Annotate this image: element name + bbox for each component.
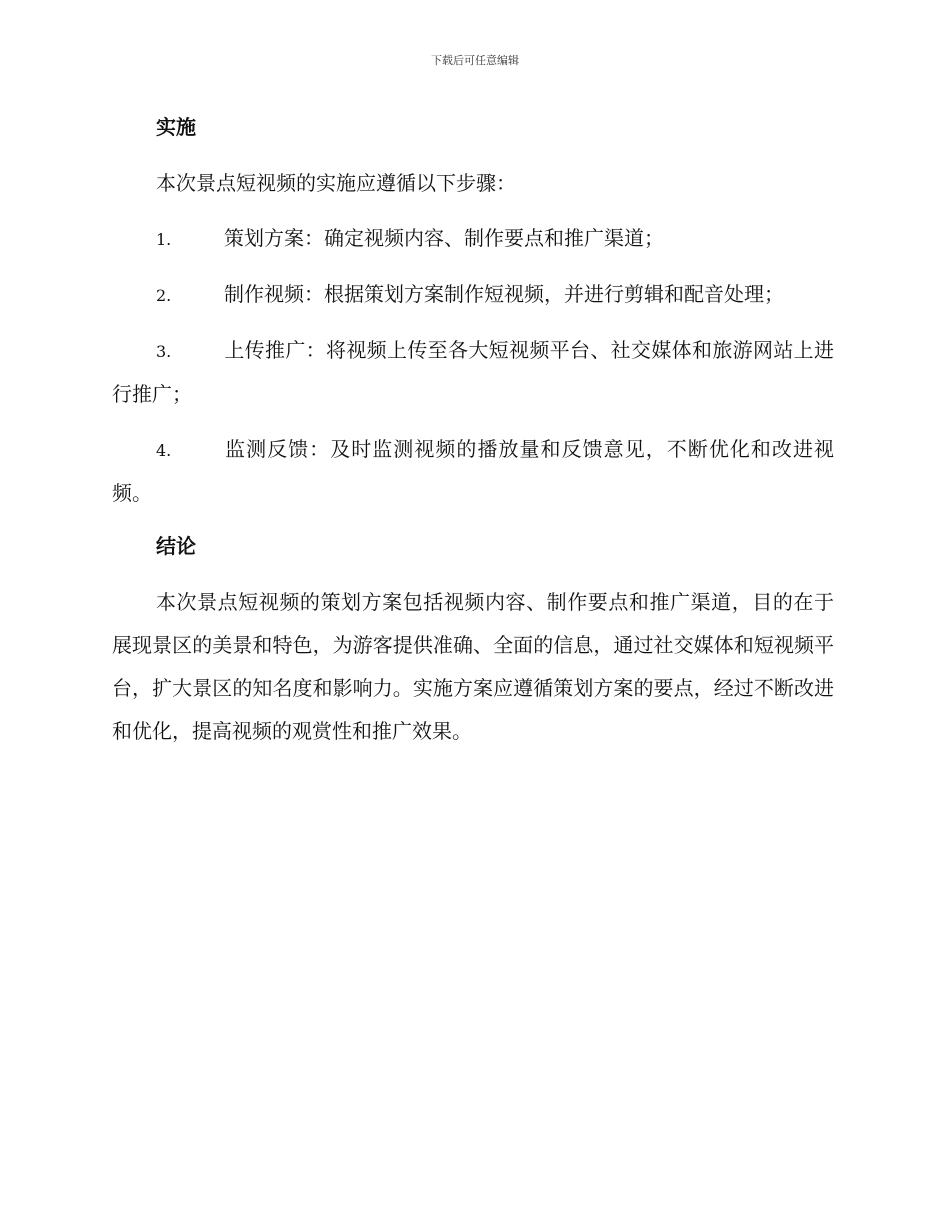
- conclusion-paragraph: 本次景点短视频的策划方案包括视频内容、制作要点和推广渠道，目的在于展现景区的美景和特色，为游客提供准确、全面的信息，通过社交媒体和短视频平台，扩大景区的知名度和影响力。实施方案应遵循策划方案的要点，经过不断改进和优化，提高视频的观赏性和推广效果。: [112, 590, 834, 743]
- list-number: 3.: [156, 342, 172, 361]
- list-number: 4.: [156, 441, 172, 460]
- implementation-intro: 本次景点短视频的实施应遵循以下步骤：: [156, 171, 516, 195]
- list-number: 1.: [156, 230, 172, 249]
- list-item-step-3: [112, 329, 834, 416]
- document-body: [112, 108, 834, 753]
- page-header: 下载后可任意编辑: [431, 54, 519, 67]
- list-item-step-4: [112, 428, 834, 515]
- list-number: 2.: [156, 286, 172, 305]
- list-item-text: 策划方案：确定视频内容、制作要点和推广渠道；: [224, 226, 664, 250]
- list-item-text: 制作视频：根据策划方案制作短视频，并进行剪辑和配音处理；: [224, 282, 784, 306]
- list-item-step-1: [112, 217, 834, 261]
- list-item-text: 监测反馈：及时监测视频的播放量和反馈意见，不断优化和改进视频。: [112, 437, 834, 505]
- section-title-conclusion: 结论: [156, 534, 196, 558]
- section-title-implementation: 实施: [156, 115, 196, 139]
- list-item-step-2: [112, 273, 834, 317]
- list-item-text: 上传推广：将视频上传至各大短视频平台、社交媒体和旅游网站上进行推广；: [112, 338, 834, 406]
